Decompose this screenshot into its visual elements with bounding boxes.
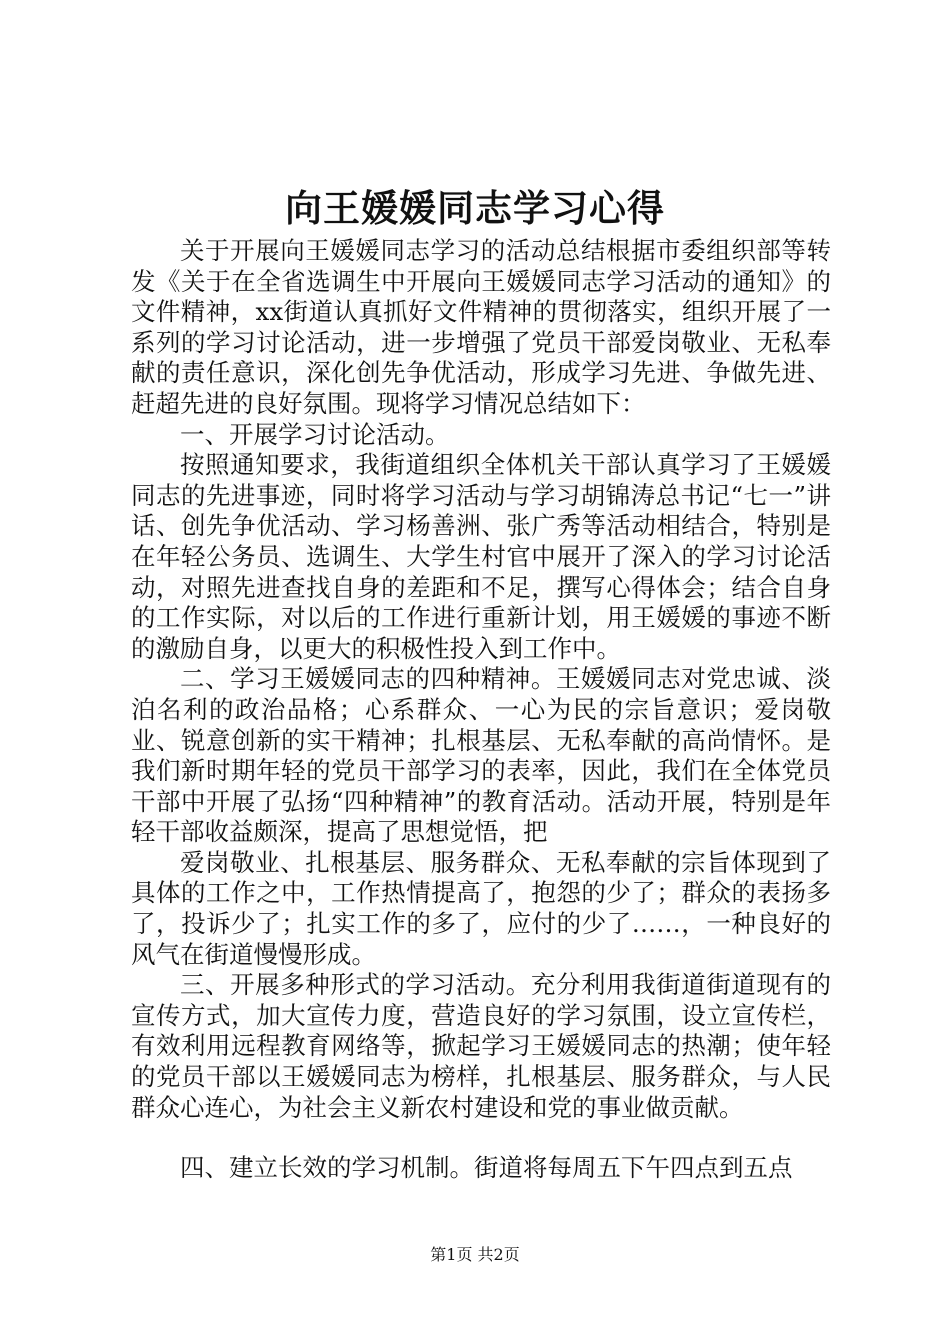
paragraph-intro: 关于开展向王媛媛同志学习的活动总结根据市委组织部等转发《关于在全省选调生中开展向王媛媛同志学习活动的通知》的文件精神，xx街道认真抓好文件精神的贯彻落实，组织开展了一系列的学习讨论活动，进一步增强了党员干部爱岗敬业、无私奉献的责任意识，深化创先争优活动，形成学习先进、争做先进、赶超先进的良好氛围。现将学习情况总结如下： xyxy=(131,236,831,418)
paragraph-heading-1: 一、开展学习讨论活动。 xyxy=(180,419,450,449)
page-title: 向王媛媛同志学习心得 xyxy=(285,186,665,230)
document-body xyxy=(131,236,831,1184)
paragraph-section-2-continued: 爱岗敬业、扎根基层、服务群众、无私奉献的宗旨体现到了具体的工作之中，工作热情提高了，抱怨的少了；群众的表扬多了，投诉少了；扎实工作的多了，应付的少了……，一种良好的风气在街道慢慢形成。 xyxy=(131,847,831,969)
paragraph-heading-4: 四、建立长效的学习机制。街道将每周五下午四点到五点 xyxy=(180,1153,793,1183)
paragraph-heading-2: 二、学习王媛媛同志的四种精神。王媛媛同志对党忠诚、淡泊名利的政治品格；心系群众、一心为民的宗旨意识；爱岗敬业、锐意创新的实干精神；扎根基层、无私奉献的高尚情怀。是我们新时期年轻的党员干部学习的表率，因此，我们在全体党员干部中开展了弘扬“四种精神”的教育活动。活动开展，特别是年轻干部收益颇深，提高了思想觉悟，把 xyxy=(131,664,831,847)
paragraph-heading-3: 三、开展多种形式的学习活动。充分利用我街道街道现有的宣传方式，加大宣传力度，营造良好的学习氛围，设立宣传栏，有效利用远程教育网络等，掀起学习王媛媛同志的热潮；使年轻的党员干部以王媛媛同志为榜样，扎根基层、服务群众，与人民群众心连心，为社会主义新农村建设和党的事业做贡献。 xyxy=(131,970,831,1122)
page-footer: 第1页 共2页 xyxy=(430,1245,520,1264)
paragraph-section-1: 按照通知要求，我街道组织全体机关干部认真学习了王媛媛同志的先进事迹，同时将学习活动与学习胡锦涛总书记“七一”讲话、创先争优活动、学习杨善洲、张广秀等活动相结合，特别是在年轻公务员、选调生、大学生村官中展开了深入的学习讨论活动，对照先进查找自身的差距和不足，撰写心得体会；结合自身的工作实际，对以后的工作进行重新计划，用王媛媛的事迹不断的激励自身，以更大的积极性投入到工作中。 xyxy=(131,450,831,663)
